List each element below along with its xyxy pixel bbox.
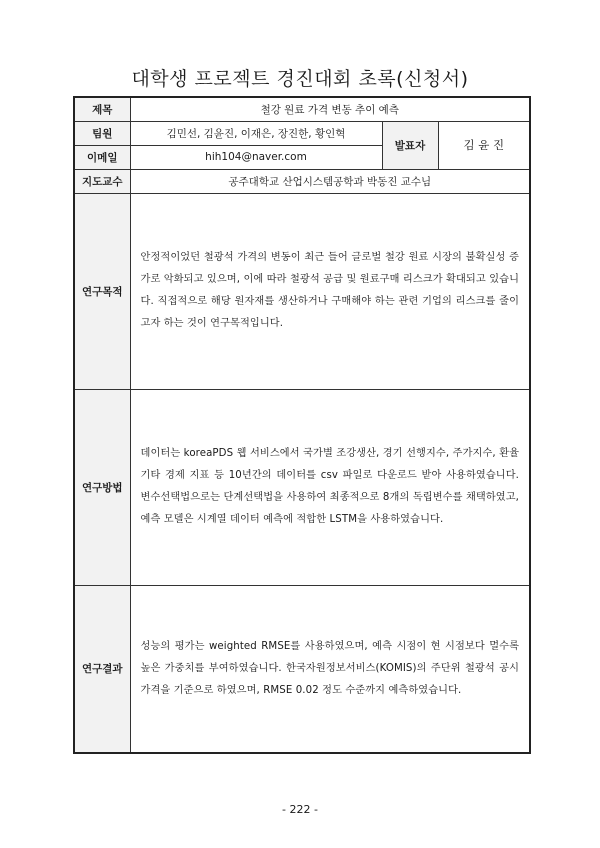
email-label: 이메일	[74, 145, 130, 169]
method-text: 데이터는 koreaPDS 웹 서비스에서 국가별 조강생산, 경기 선행지수, 주가지수, 환율 기타 경제 지표 등 10년간의 데이터를 csv 파일로 다운로드 받아 사용하였습니다. 변수선택법으로는 단계선택법을 사용하여 최종적으로 8개의 독립변수를 채택하였고, 예측 모델은 시계열 데이터 예측에 적합한 LSTM을 사용하였습니다.	[130, 389, 530, 585]
advisor-label: 지도교수	[74, 169, 130, 193]
title-value: 철강 원료 가격 변동 추이 예측	[130, 97, 530, 121]
purpose-text: 안정적이었던 철광석 가격의 변동이 최근 들어 글로벌 철강 원료 시장의 불확실성 증가로 악화되고 있으며, 이에 따라 철광석 공급 및 원료구매 리스크가 확대되고 있습니다. 직접적으로 해당 원자재를 생산하거나 구매해야 하는 관련 기업의 리스크를 줄이고자 하는 것이 연구목적입니다.	[130, 193, 530, 389]
title-label: 제목	[74, 97, 130, 121]
page-title: 대학생 프로젝트 경진대회 초록(신청서)	[131, 68, 469, 90]
application-form	[73, 96, 531, 754]
result-label: 연구결과	[74, 585, 130, 753]
team-value: 김민선, 김윤진, 이재은, 장진한, 황인혁	[130, 121, 382, 145]
presenter-label: 발표자	[382, 121, 438, 169]
team-label: 팀원	[74, 121, 130, 145]
email-value: hih104@naver.com	[130, 145, 382, 169]
result-text: 성능의 평가는 weighted RMSE를 사용하였으며, 예측 시점이 현 시점보다 멀수록 높은 가중치를 부여하였습니다. 한국자원정보서비스(KOMIS)의 주단위 철광석 공시 가격을 기준으로 하였으며, RMSE 0.02 정도 수준까지 예측하였습니다.	[130, 585, 530, 753]
method-label: 연구방법	[74, 389, 130, 585]
advisor-value: 공주대학교 산업시스템공학과 박동진 교수님	[130, 169, 530, 193]
page-number: - 222 -	[282, 803, 318, 816]
purpose-label: 연구목적	[74, 193, 130, 389]
presenter-value: 김 윤 진	[438, 121, 530, 169]
